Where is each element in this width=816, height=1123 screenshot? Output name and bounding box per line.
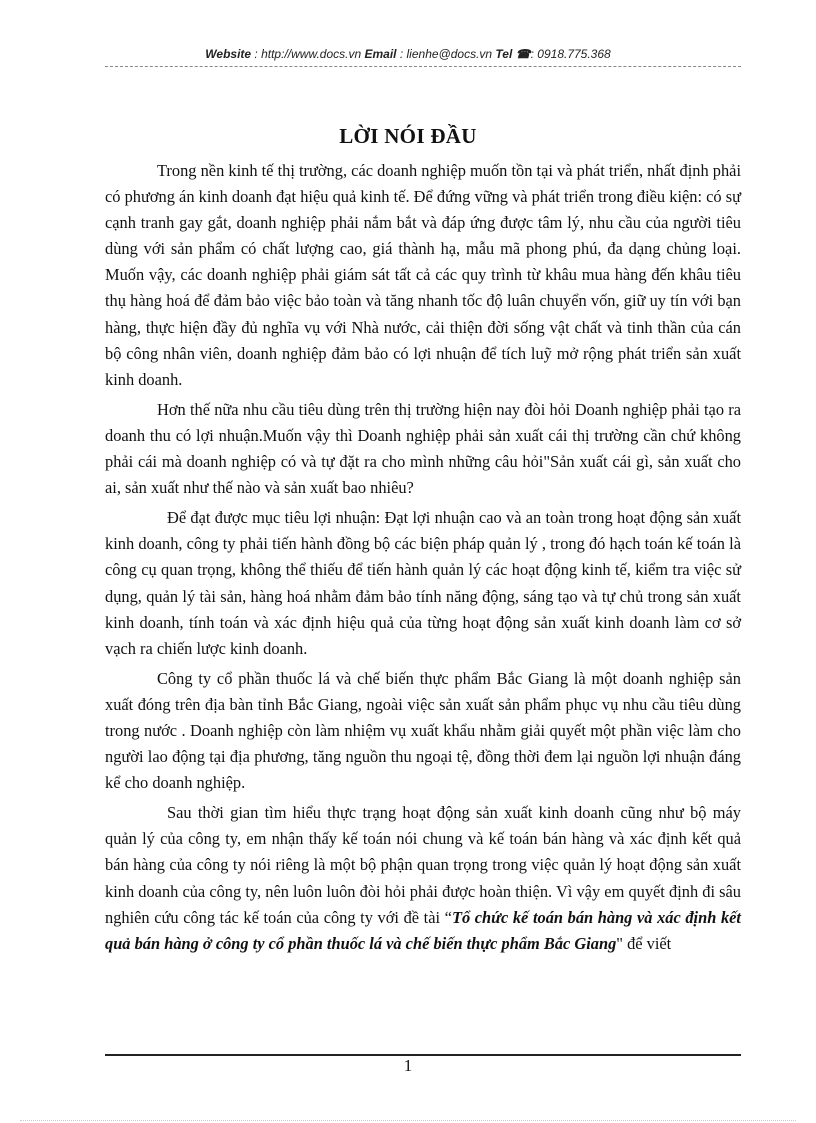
email-value[interactable]: : lienhe@docs.vn [399, 47, 493, 61]
paragraph-3: Để đạt được mục tiêu lợi nhuận: Đạt lợi nhuận cao và an toàn trong hoạt động sản xuất kinh doanh, công ty phải tiến hành đồng bộ các biện pháp quản lý , trong đó hạch toán kế toán là công cụ quan trọng, không thể thiếu để tiến hành quản lý các hoạt động kinh tế, kiểm tra việc sử dụng, quản lý tài sản, hàng hoá nhằm đảm bảo tính năng động, sáng tạo và tự chủ trong sản xuất kinh doanh, tính toán và xác định hiệu quả của từng hoạt động sản xuất kinh doanh làm cơ sở vạch ra chiến lược kinh doanh. [105, 508, 741, 658]
website-label: Website [205, 47, 252, 61]
paragraph-5 [105, 800, 741, 957]
paragraph-5-start: Sau thời gian tìm hiểu thực trạng hoạt động sản xuất kinh doanh cũng như bộ máy quản lý của công ty, em nhận thấy kế toán nói chung và kế toán bán hàng và xác định kết quả bán hàng của công ty nói riêng là một bộ phận quan trọng trong việc quản lý hoạt động sản xuất kinh doanh của công ty, nên luôn luôn đòi hỏi phải được hoàn thiện. Vì vậy em quyết định đi sâu nghiên cứu công tác kế toán của công ty với đề tài “ [105, 803, 741, 927]
paragraph-5-end: " để viết [616, 933, 672, 953]
paragraph-4: Công ty cổ phần thuốc lá và chế biến thực phẩm Bắc Giang là một doanh nghiệp sản xuất đóng trên địa bàn tỉnh Bắc Giang, ngoài việc sản xuất sản phẩm phục vụ nhu cầu tiêu dùng trong nước . Doanh nghiệp còn làm nhiệm vụ xuất khẩu nhằm giải quyết một phần việc làm cho người lao động tại địa phương, tăng nguồn thu ngoại tệ, đồng thời đem lại nguồn lợi nhuận đáng kể cho doanh nghiệp. [105, 668, 741, 793]
phone-icon: ☎ [515, 47, 531, 61]
header-divider [105, 66, 741, 67]
document-body [105, 158, 741, 957]
paragraph-1: Trong nền kinh tế thị trường, các doanh nghiệp muốn tồn tại và phát triển, nhất định phải có phương án kinh doanh đạt hiệu quả kinh tế. Để đứng vững và phát triển trong điều kiện: có sự cạnh tranh gay gắt, doanh nghiệp phải nắm bắt và đáp ứng được tâm lý, nhu cầu của người tiêu dùng với sản phẩm có chất lượng cao, giá thành hạ, mẫu mã phong phú, đa dạng chủng loại. Muốn vậy, các doanh nghiệp phải giám sát tất cả các quy trình từ khâu mua hàng đến khâu tiêu thụ hàng hoá để đảm bảo việc bảo toàn và tăng nhanh tốc độ luân chuyển vốn, giữ uy tín với bạn hàng, thực hiện đầy đủ nghĩa vụ với Nhà nước, cải thiện đời sống vật chất và tinh thần của cán bộ công nhân viên, doanh nghiệp đảm bảo có lợi nhuận để tích luỹ mở rộng phát triển sản xuất kinh doanh. [105, 161, 741, 389]
paragraph-2: Hơn thế nữa nhu cầu tiêu dùng trên thị trường hiện nay đòi hỏi Doanh nghiệp phải tạo ra doanh thu có lợi nhuận.Muốn vậy thì Doanh nghiệp phải sản xuất cái thị trường cần chứ không phải cái mà doanh nghiệp có và tự đặt ra cho mình những câu hỏi"Sản xuất cái gì, sản xuất cho ai, sản xuất như thế nào và sản xuất bao nhiêu? [105, 399, 741, 498]
tel-value: : 0918.775.368 [530, 47, 611, 61]
website-value[interactable]: : http://www.docs.vn [254, 47, 362, 61]
page-title: LỜI NÓI ĐẦU [339, 124, 477, 148]
tel-label: Tel [495, 47, 513, 61]
page-number: 1 [403, 1056, 413, 1075]
email-label: Email [364, 47, 397, 61]
page-header [0, 47, 816, 61]
thesis-topic: Tổ chức kế toán bán hàng và xác định kết quả bán hàng ở công ty cổ phần thuốc lá và chế biến thực phẩm Bắc Giang [105, 907, 741, 953]
page-bottom-divider [20, 1120, 796, 1121]
